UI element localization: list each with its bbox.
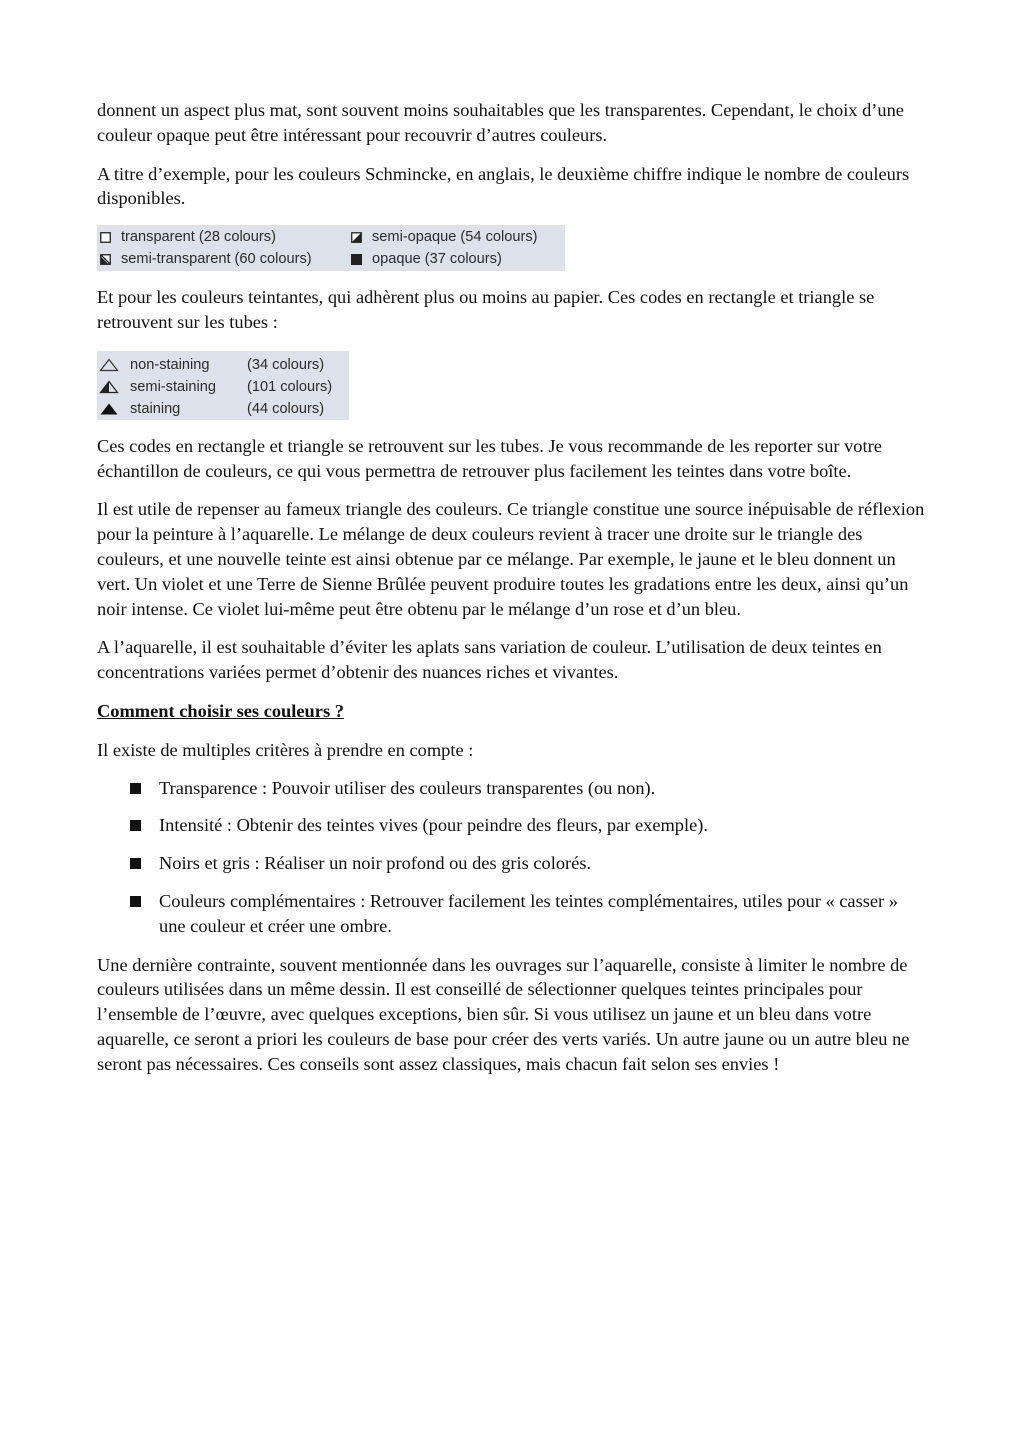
paragraph-schmincke-example: A titre d’exemple, pour les couleurs Schmincke, en anglais, le deuxième chiffre indique le nombre de couleurs disponibles. [97, 163, 910, 209]
legend-item-transparent [97, 226, 348, 248]
square-bullet-icon [130, 858, 141, 869]
filled-triangle-icon [99, 402, 119, 416]
list-item [97, 776, 927, 801]
criteria-list [97, 776, 927, 939]
legend-label: semi-opaque (54 colours) [372, 229, 538, 246]
square-bullet-icon [130, 896, 141, 907]
square-bullet-icon [130, 783, 141, 794]
section-heading: Comment choisir ses couleurs ? [97, 700, 344, 721]
square-bullet-icon [130, 820, 141, 831]
paragraph-staining-intro: Et pour les couleurs teintantes, qui adhèrent plus ou moins au papier. Ces codes en rectangle et triangle se retrouvent sur les tubes : [97, 287, 875, 332]
legend-name: non-staining [130, 356, 210, 373]
legend-item-non-staining [97, 354, 349, 376]
legend-count: (44 colours) [247, 400, 325, 417]
filled-square-icon [351, 254, 362, 265]
paragraph-limit-colors: Une dernière contrainte, souvent mentionnée dans les ouvrages sur l’aquarelle, consiste à limiter le nombre de couleurs utilisées dans un même dessin. Il est conseillé de sélectionner quelques teintes principales pour l’ensemble de l’œuvre, avec quelques exceptions, bien sûr. Si vous utilisez un jaune et un bleu dans votre aquarelle, ce seront a priori les couleurs de base pour créer des verts variés. Un autre jaune ou un autre bleu ne seront pas nécessaires. Ces conseils sont assez classiques, mais chacun fait selon ses envies ! [97, 954, 910, 1074]
paragraph-opacity-intro: donnent un aspect plus mat, sont souvent moins souhaitables que les transparentes. Cependant, le choix d’une couleur opaque peut être intéressant pour recouvrir d’autres couleurs. [97, 100, 904, 145]
legend-label: opaque (37 colours) [372, 251, 502, 268]
legend-item-staining [97, 398, 349, 420]
legend-item-semi-opaque [348, 226, 565, 248]
list-item [97, 851, 927, 876]
list-item [97, 889, 927, 939]
half-filled-square-icon [351, 232, 362, 243]
staining-legend [97, 351, 349, 420]
list-item-text: Couleurs complémentaires : Retrouver facilement les teintes complémentaires, utiles pour « casser » une couleur et créer une ombre. [159, 890, 898, 936]
paragraph-criteria-intro: Il existe de multiples critères à prendre en compte : [97, 739, 474, 760]
empty-triangle-icon [99, 358, 119, 372]
empty-square-icon [100, 232, 111, 243]
list-item [97, 813, 927, 838]
legend-item-semi-staining [97, 376, 349, 398]
document-page [97, 98, 927, 1077]
paragraph-codes-recommendation: Ces codes en rectangle et triangle se retrouvent sur les tubes. Je vous recommande de les reporter sur votre échantillon de couleurs, ce qui vous permettra de retrouver plus facilement les teintes dans votre boîte. [97, 435, 882, 481]
legend-count: (101 colours) [247, 378, 333, 395]
legend-item-semi-transparent [97, 248, 348, 270]
opacity-legend [97, 225, 565, 271]
paragraph-flat-areas: A l’aquarelle, il est souhaitable d’éviter les aplats sans variation de couleur. L’utilisation de deux teintes en concentrations variées permet d’obtenir des nuances riches et vivantes. [97, 637, 882, 683]
legend-name: staining [130, 400, 181, 417]
list-item-text: Noirs et gris : Réaliser un noir profond ou des gris colorés. [159, 853, 592, 874]
list-item-text: Intensité : Obtenir des teintes vives (pour peindre des fleurs, par exemple). [159, 815, 708, 836]
legend-label: transparent (28 colours) [121, 229, 276, 246]
paragraph-color-triangle: Il est utile de repenser au fameux triangle des couleurs. Ce triangle constitue une source inépuisable de réflexion pour la peinture à l’aquarelle. Le mélange de deux couleurs revient à tracer une droite sur le triangle des couleurs, et une nouvelle teinte est ainsi obtenue par ce mélange. Par exemple, le jaune et le bleu donnent un vert. Un violet et une Terre de Sienne Brûlée peuvent produire toutes les gradations entre les deux, ainsi qu’un noir intense. Ce violet lui-même peut être obtenu par le mélange d’un rose et d’un bleu. [97, 499, 925, 619]
legend-label: semi-transparent (60 colours) [121, 251, 312, 268]
half-triangle-icon [99, 380, 119, 394]
legend-count: (34 colours) [247, 356, 325, 373]
legend-name: semi-staining [130, 378, 216, 395]
legend-item-opaque [348, 248, 565, 270]
crossed-square-icon [100, 254, 111, 265]
list-item-text: Transparence : Pouvoir utiliser des couleurs transparentes (ou non). [159, 777, 656, 798]
